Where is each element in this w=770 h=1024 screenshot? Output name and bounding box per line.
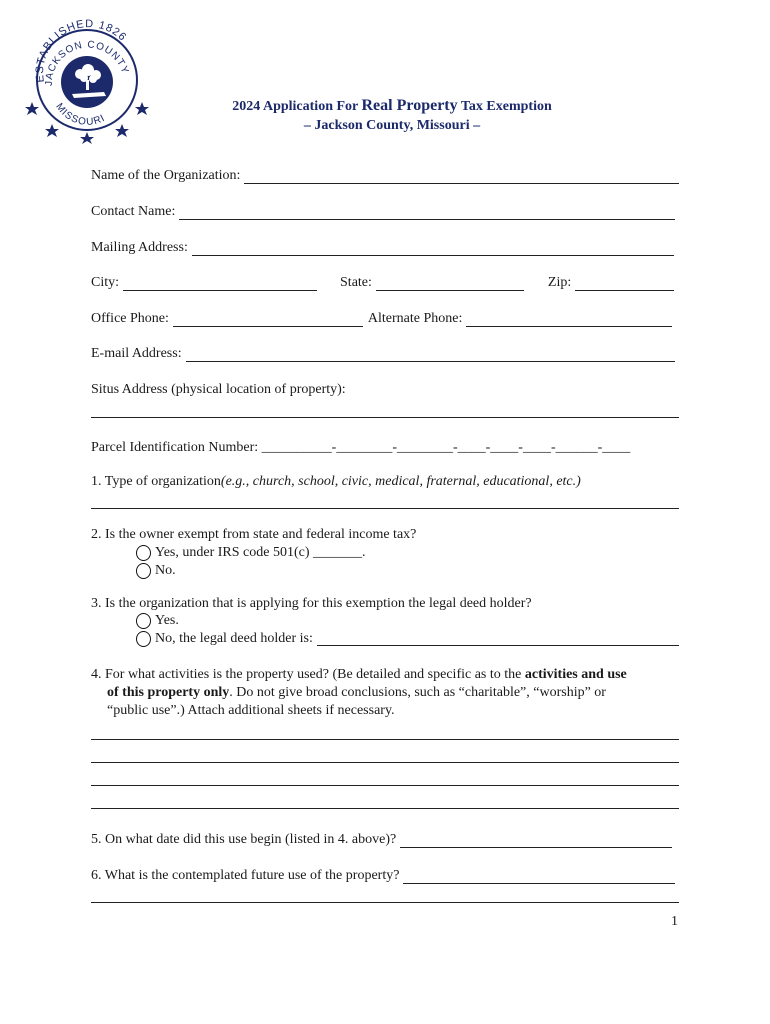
q6-answer-field[interactable] [403,871,675,884]
mailing-field[interactable] [192,243,674,256]
q4-answer-line-1[interactable] [91,739,679,740]
title-part-1: 2024 Application For [232,99,362,114]
org-name-label: Name of the Organization: [91,168,241,183]
email-row [91,342,679,362]
phone-row [91,307,679,327]
contact-field[interactable] [179,207,675,220]
q4-line3: “public use”.) Attach additional sheets if necessary. [107,703,395,718]
q6-answer-line-2[interactable] [91,902,679,903]
mailing-row [91,236,679,256]
form-title [150,96,634,135]
city-label: City: [91,275,120,290]
zip-field[interactable] [575,278,674,291]
org-name-field[interactable] [244,171,679,184]
contact-label: Contact Name: [91,204,176,219]
title-part-3: Tax Exemption [457,99,552,114]
q6-row [91,864,679,884]
seal-top-text: ESTABLISHED 1826 [33,18,129,84]
alt-phone-label: Alternate Phone: [367,311,463,326]
q1-text: 1. Type of organization [91,474,221,489]
q3-text: 3. Is the organization that is applying for this exemption the legal deed holder? [91,596,532,611]
q4-answer-line-3[interactable] [91,785,679,786]
state-label: State: [340,275,372,290]
q4-line2-a: of this property only [107,685,230,700]
mailing-label: Mailing Address: [91,240,188,255]
q4-answer-line-4[interactable] [91,808,679,809]
q1-hint: (e.g., church, school, civic, medical, fraternal, educational, etc.) [220,474,581,489]
zip-label: Zip: [547,275,572,290]
q4-line2-b: . Do not give broad conclusions, such as “charitable”, “worship” or [229,685,606,700]
situs-row [91,378,679,398]
q5-answer-field[interactable] [400,835,672,848]
parcel-row [91,436,679,456]
q4-line1-b: activities and use [524,667,627,682]
radio-circle-icon[interactable] [136,563,151,579]
title-part-2: Real Property [361,97,458,114]
q2-yes-label: Yes, under IRS code 501(c) _______. [155,545,366,560]
email-label: E-mail Address: [91,346,182,361]
q4-text [91,666,679,720]
radio-circle-icon[interactable] [136,631,151,647]
q4-answer-line-2[interactable] [91,762,679,763]
contact-row [91,200,679,220]
deed-holder-field[interactable] [317,633,679,646]
q3-option-yes[interactable] [136,612,179,630]
situs-label: Situs Address (physical location of property): [91,382,346,397]
page-number: 1 [671,914,678,929]
q2-option-yes[interactable] [136,544,366,562]
city-state-zip-row [91,271,679,291]
q6-text: 6. What is the contemplated future use of the property? [91,868,400,883]
q5-row [91,828,679,848]
seal-ring-text: JACKSON COUNTY [43,39,131,87]
city-field[interactable] [123,278,317,291]
q3-option-no[interactable] [136,630,679,648]
q1-answer-field[interactable] [91,508,679,509]
q5-text: 5. On what date did this use begin (listed in 4. above)? [91,832,397,847]
q2-option-no[interactable] [136,562,176,580]
office-phone-label: Office Phone: [91,311,169,326]
seal-bottom-text: MISSOURI [53,101,108,128]
form-subtitle: – Jackson County, Missouri – [303,118,481,133]
jackson-county-seal [22,12,152,144]
radio-circle-icon[interactable] [136,545,151,561]
org-name-row [91,164,679,184]
office-phone-field[interactable] [173,314,363,327]
q2-text: 2. Is the owner exempt from state and federal income tax? [91,527,417,542]
radio-circle-icon[interactable] [136,613,151,629]
q1-row [91,470,679,490]
q3-yes-label: Yes. [155,613,179,628]
email-field[interactable] [186,349,675,362]
alt-phone-field[interactable] [466,314,672,327]
state-field[interactable] [376,278,524,291]
parcel-label[interactable]: Parcel Identification Number: __________-________-________-____-____-____-______-____ [91,440,631,455]
situs-field[interactable] [91,417,679,418]
q4-line1-a: 4. For what activities is the property used? (Be detailed and specific as to the [91,667,525,682]
q2-no-label: No. [155,563,176,578]
q3-no-label: No, the legal deed holder is: [155,631,313,646]
